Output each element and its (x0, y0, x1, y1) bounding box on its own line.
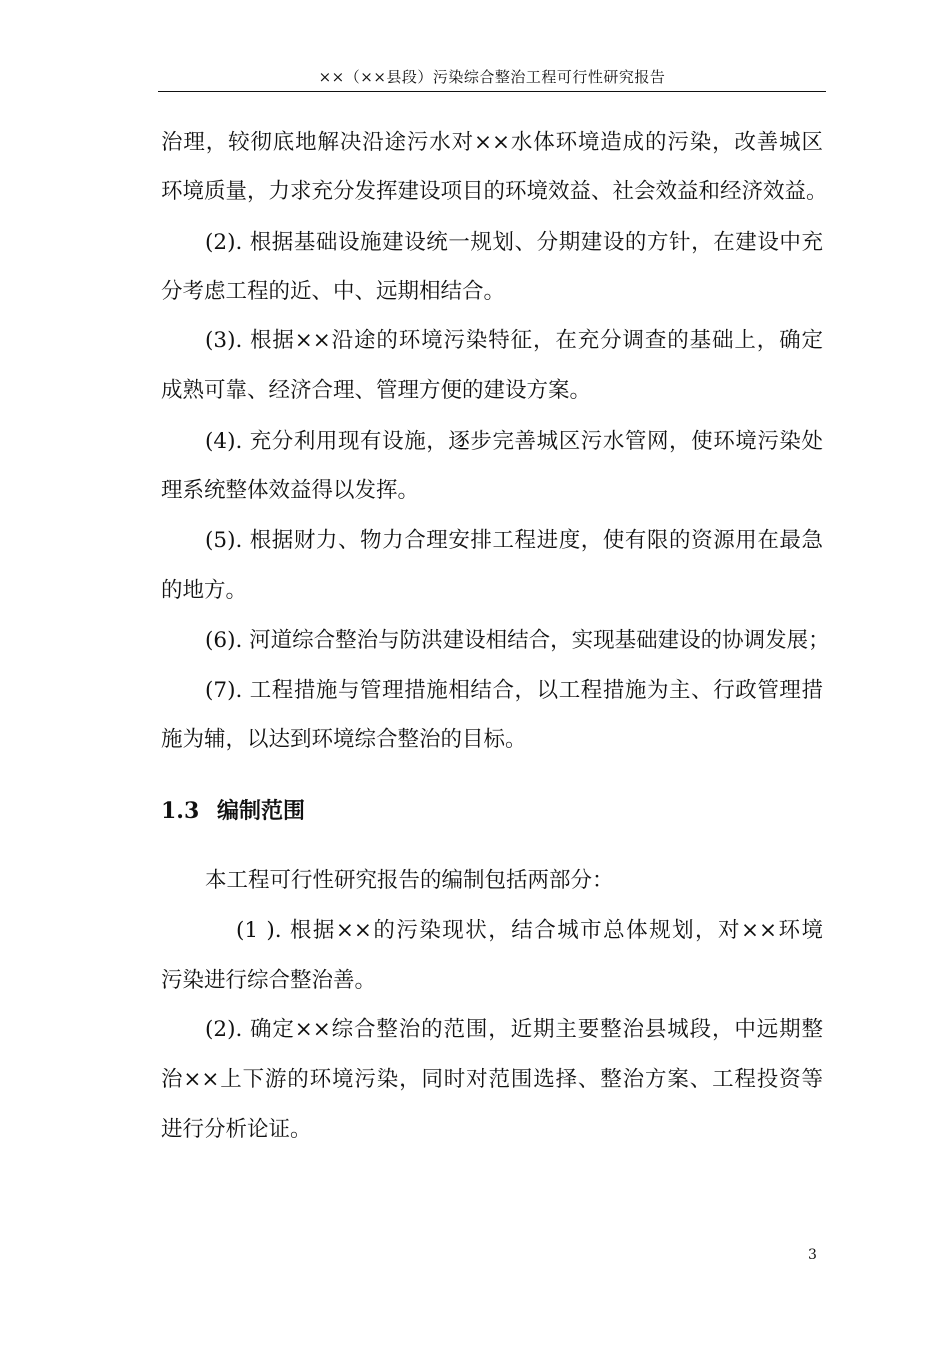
running-header: ××（××县段）污染综合整治工程可行性研究报告 (318, 68, 666, 86)
body-line: (2). 根据基础设施建设统一规划、分期建设的方针，在建设中充 (205, 230, 823, 255)
body-line: 治××上下游的环境污染，同时对范围选择、整治方案、工程投资等 (161, 1067, 823, 1092)
body-line: 的地方。 (161, 578, 248, 603)
body-line: 施为辅，以达到环境综合整治的目标。 (161, 727, 527, 752)
body-line: 环境质量，力求充分发挥建设项目的环境效益、社会效益和经济效益。 (161, 179, 828, 204)
body-line: (5). 根据财力、物力合理安排工程进度，使有限的资源用在最急 (205, 528, 823, 553)
page-number: 3 (808, 1247, 817, 1263)
body-line: 治理，较彻底地解决沿途污水对××水体环境造成的污染，改善城区 (161, 130, 823, 155)
body-line: (2). 确定××综合整治的范围，近期主要整治县城段，中远期整 (205, 1017, 823, 1042)
body-line: 成熟可靠、经济合理、管理方便的建设方案。 (161, 378, 592, 403)
body-line: (3). 根据××沿途的环境污染特征，在充分调查的基础上，确定 (205, 328, 823, 353)
body-line: 进行分析论证。 (161, 1117, 312, 1142)
header-rule (158, 91, 826, 92)
body-line: (4). 充分利用现有设施，逐步完善城区污水管网，使环境污染处 (205, 429, 823, 454)
body-line: 污染进行综合整治善。 (161, 968, 377, 993)
body-line: (1 ). 根据××的污染现状，结合城市总体规划，对××环境 (236, 918, 823, 943)
body-line: 本工程可行性研究报告的编制包括两部分： (205, 868, 614, 893)
body-line: (6). 河道综合整治与防洪建设相结合，实现基础建设的协调发展； (205, 628, 830, 653)
body-line: (7). 工程措施与管理措施相结合，以工程措施为主、行政管理措 (205, 678, 823, 703)
section-title: 编制范围 (217, 799, 306, 824)
section-heading (161, 791, 305, 831)
section-number: 1.3 (161, 798, 200, 824)
body-line: 理系统整体效益得以发挥。 (161, 478, 420, 503)
body-line: 分考虑工程的近、中、远期相结合。 (161, 279, 506, 304)
